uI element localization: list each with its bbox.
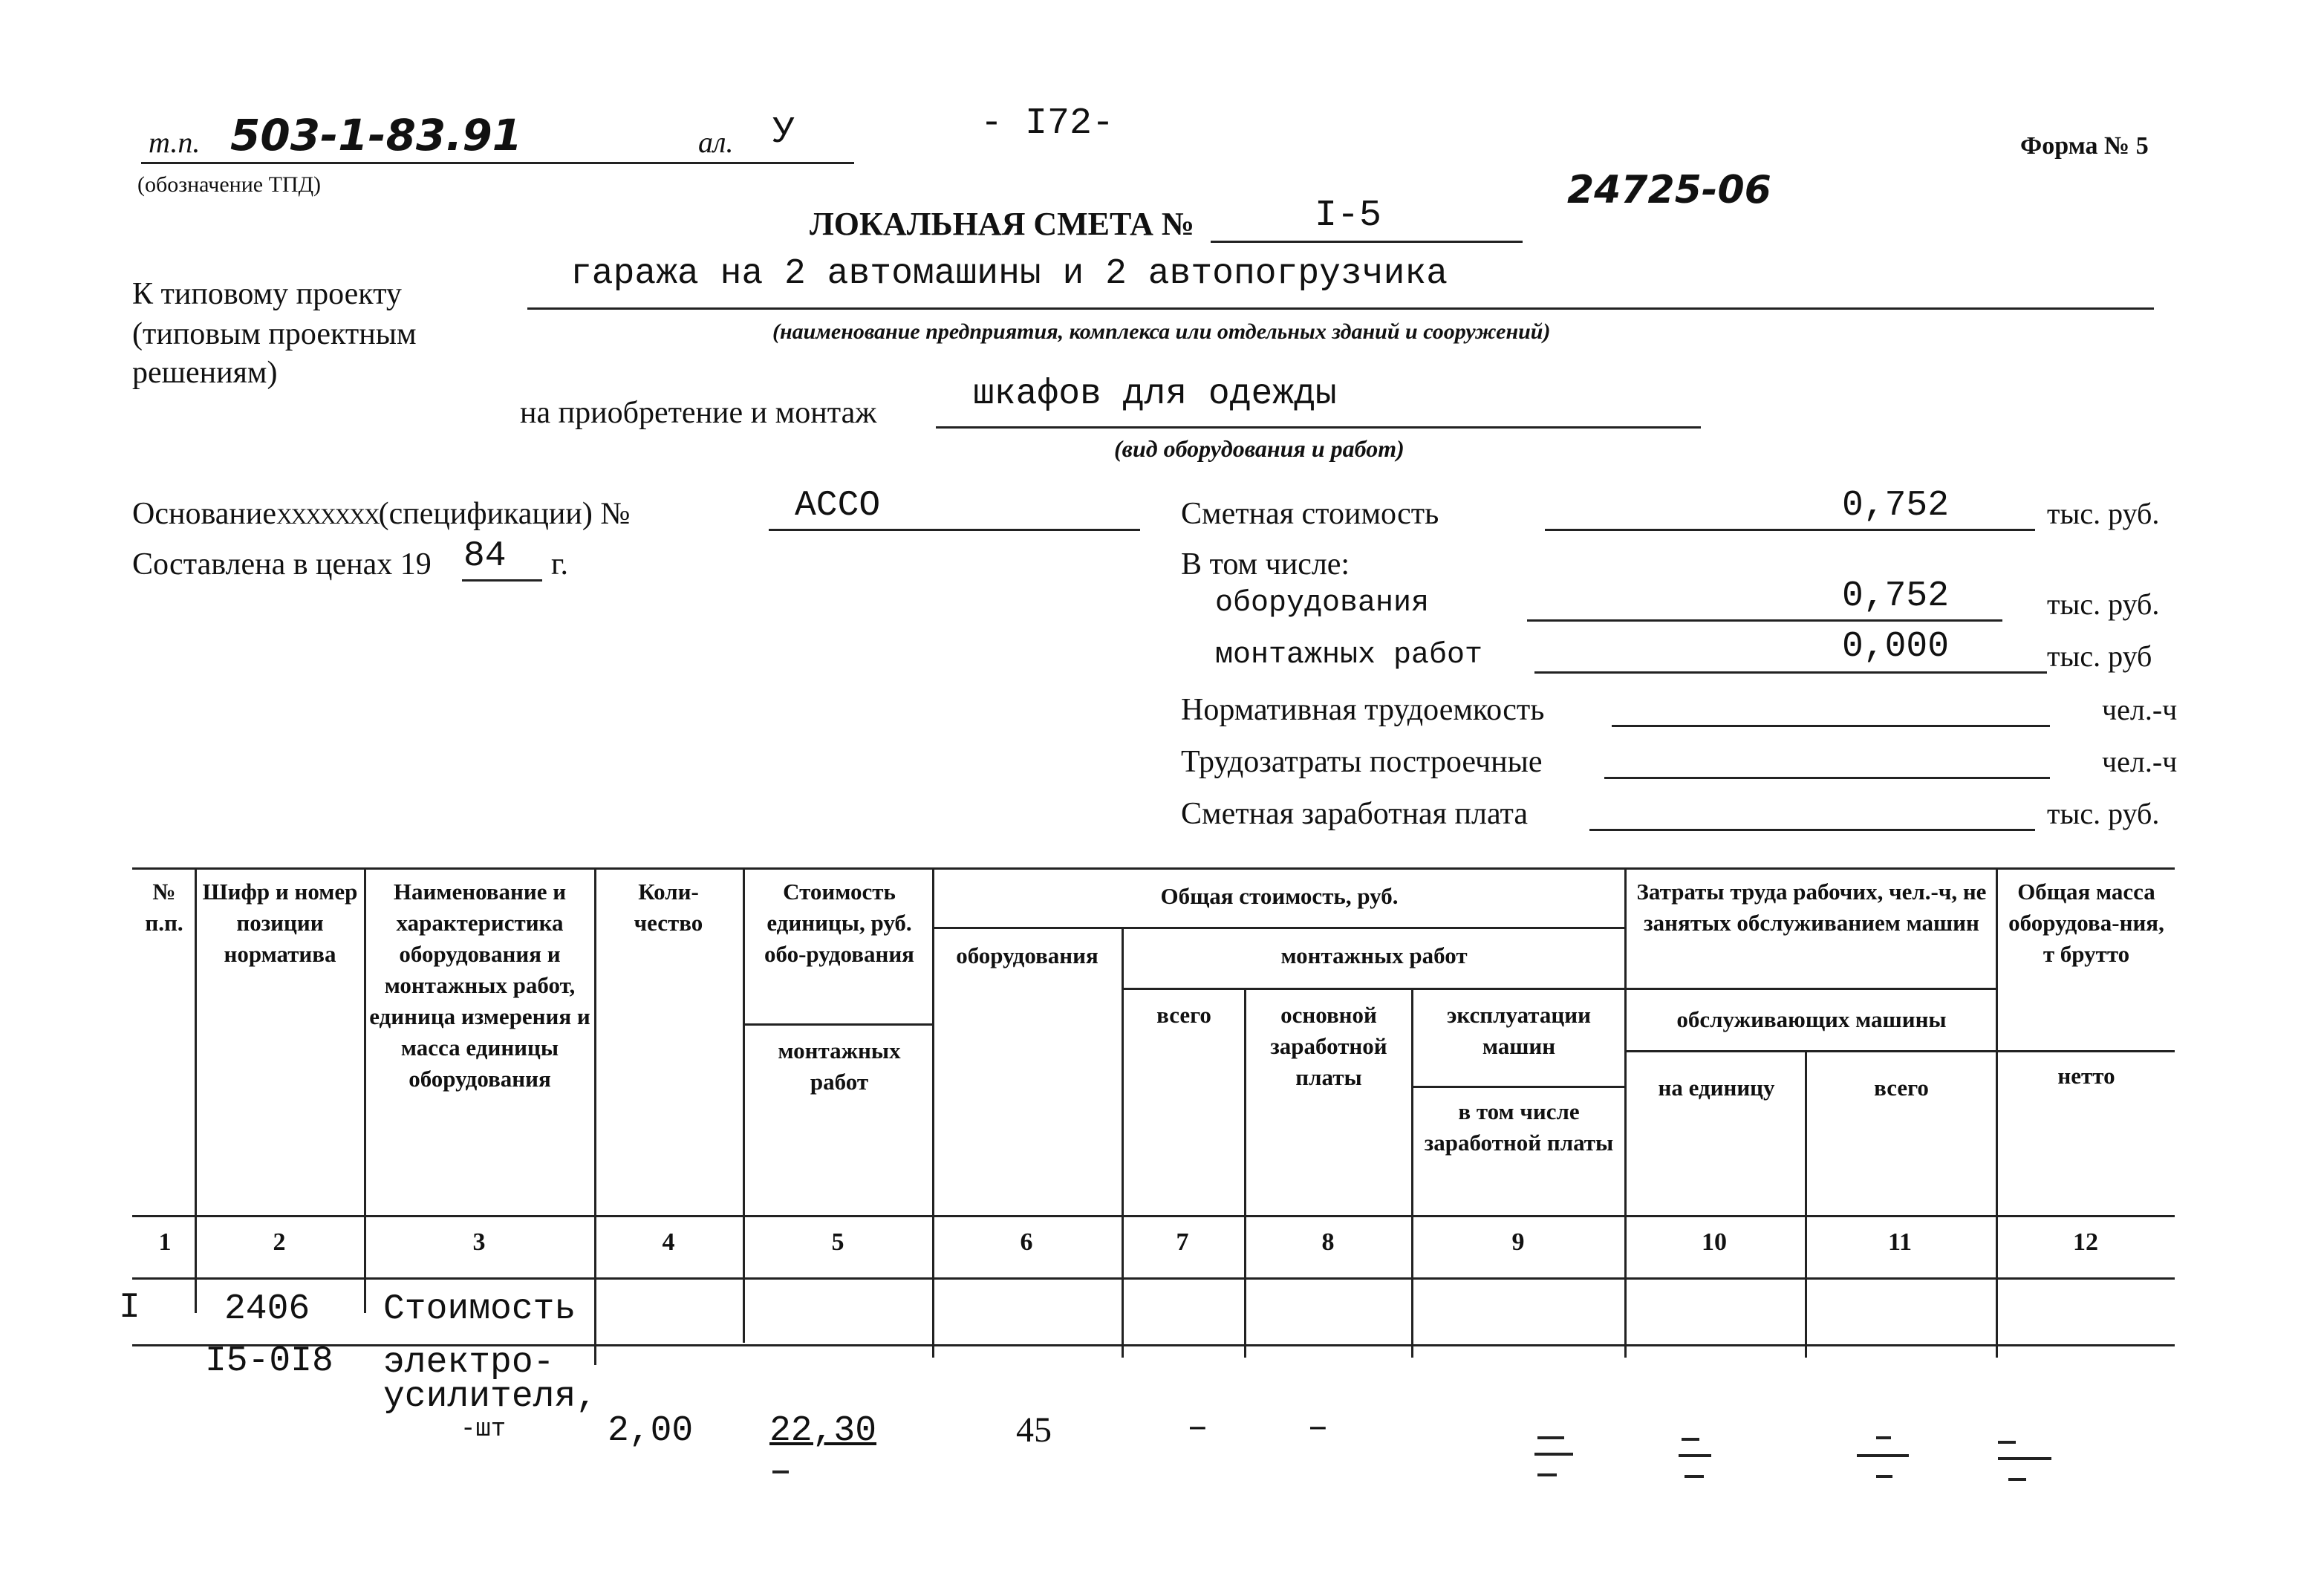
to-project-label-3: решениям): [132, 356, 278, 390]
equipment-cost-label: оборудования: [1215, 587, 1430, 620]
header-labor-sub: обслуживающих машины: [1676, 1006, 1947, 1032]
header-total-cost: Общая стоимость, руб.: [1160, 883, 1399, 909]
column-number: 3: [472, 1228, 486, 1256]
equipment-caption: (вид оборудования и работ): [1114, 435, 1404, 462]
al-prefix: ал.: [698, 126, 734, 159]
including-label: В том числе:: [1181, 547, 1350, 582]
basis-label-text-2: (спецификации) №: [378, 497, 631, 531]
row-c9-dash-2: [1534, 1453, 1573, 1456]
row-equipment-total: 45: [1016, 1410, 1052, 1450]
equipment-name: шкафов для одежды: [973, 374, 1337, 414]
table-hline-labor: [1624, 988, 1996, 990]
estimate-number: I-5: [1315, 195, 1382, 237]
column-number: 5: [831, 1228, 844, 1256]
labor-label: Нормативная трудоемкость: [1181, 693, 1545, 727]
row-name-2: электро-: [383, 1343, 555, 1383]
object-caption: (наименование предприятия, комплекса или отдельных зданий и сооружений): [772, 319, 1551, 344]
row-installation-total: –: [1187, 1408, 1208, 1448]
row-c9-dash-3: [1537, 1473, 1557, 1476]
header-c2: Шифр и номер позиции норматива: [202, 879, 358, 967]
prices-year: 84: [463, 536, 507, 576]
header-c4: Коли-чество: [634, 879, 703, 936]
table-hline-labor-sub: [1624, 1050, 1996, 1052]
header-c7: всего: [1156, 1002, 1211, 1028]
onsite-unit: чел.-ч: [2102, 745, 2178, 778]
row-c12-dash-2: [1998, 1457, 2051, 1460]
row-c12-dash-1: [1998, 1441, 2016, 1444]
row-c11-dash-3: [1876, 1475, 1892, 1478]
total-cost-unit: тыс. руб.: [2047, 497, 2160, 530]
row-unit-cost: 22,30: [769, 1411, 877, 1451]
equipment-cost-unit: тыс. руб.: [2047, 587, 2160, 621]
header-c12-bottom: нетто: [2057, 1063, 2115, 1089]
prices-label: Составлена в ценах 19: [132, 547, 432, 582]
column-number: 9: [1511, 1228, 1525, 1256]
tp-underline: [141, 162, 854, 164]
table-top-border: [132, 867, 2175, 870]
header-c9-bottom: в том числе заработной платы: [1424, 1098, 1614, 1156]
basis-struck: ХХХХХХХ: [276, 504, 379, 529]
equipment-cost-underline: [1527, 619, 2002, 622]
labor-unit: чел.-ч: [2102, 693, 2178, 726]
equipment-underline: [936, 426, 1701, 429]
header-c11: всего: [1874, 1075, 1929, 1101]
column-number: 1: [158, 1228, 172, 1256]
row-c10-dash-1: [1682, 1438, 1699, 1441]
column-number: 2: [273, 1228, 286, 1256]
row-unit-cost-dash: [772, 1470, 789, 1473]
installation-cost-unit: тыс. руб: [2047, 639, 2152, 673]
installation-cost-underline: [1534, 671, 2047, 674]
column-number: 6: [1020, 1228, 1033, 1256]
column-number: 12: [2073, 1228, 2098, 1256]
table-hline-c5: [743, 1023, 932, 1026]
table-vline-4: [743, 867, 745, 1343]
table-vline-8: [1411, 988, 1413, 1358]
table-vline-6: [1122, 927, 1124, 1358]
header-c6: оборудования: [956, 942, 1098, 968]
table-vline-9: [1624, 867, 1627, 1358]
tp-prefix: т.п.: [149, 126, 201, 159]
row-basic-wage: –: [1307, 1408, 1329, 1448]
estimate-title: ЛОКАЛЬНАЯ СМЕТА №: [810, 206, 1195, 242]
table-hline-cost: [932, 927, 1624, 929]
header-c12-top: Общая масса оборудова-ния, т брутто: [2008, 879, 2164, 967]
row-unit: -шт: [460, 1416, 507, 1444]
row-name-3: усилителя,: [383, 1377, 598, 1417]
row-c10-dash-3: [1685, 1475, 1704, 1478]
tp-number: 503-1-83.91: [230, 110, 523, 160]
header-c9-top: эксплуатации машин: [1447, 1002, 1591, 1059]
header-c1: № п.п.: [145, 879, 183, 936]
table-vline-10: [1805, 1050, 1807, 1358]
table-hline-header-bottom: [132, 1215, 2175, 1217]
table-vline-2: [364, 867, 366, 1313]
column-number: 11: [1887, 1228, 1913, 1256]
column-number: 7: [1176, 1228, 1189, 1256]
header-c5-bottom: монтажных работ: [778, 1038, 901, 1095]
row-c11-dash-2: [1857, 1454, 1909, 1457]
header-c8: основной заработной платы: [1270, 1002, 1387, 1090]
row-c10-dash-2: [1679, 1454, 1711, 1457]
equipment-cost-value: 0,752: [1842, 576, 1950, 616]
row-name-1: Стоимость: [383, 1289, 576, 1329]
prices-year-underline: [462, 579, 542, 582]
estimate-number-underline: [1211, 241, 1523, 243]
to-project-label: К типовому проекту: [132, 277, 402, 311]
designation-label: (обозначение ТПД): [137, 172, 322, 197]
object-name: гаража на 2 автомашины и 2 автопогрузчика: [570, 254, 1448, 294]
page-number: - I72-: [980, 102, 1115, 145]
table-vline-7: [1244, 988, 1246, 1358]
table-hline-c12: [1998, 1050, 2175, 1052]
row-c12-dash-3: [2008, 1478, 2026, 1481]
table-vline-11: [1996, 867, 1998, 1358]
row-number: I: [119, 1288, 140, 1328]
row-quantity: 2,00: [608, 1411, 694, 1451]
row-code-2: I5-0I8: [205, 1341, 333, 1381]
wage-label: Сметная заработная плата: [1181, 797, 1529, 831]
header-c10: на единицу: [1658, 1075, 1775, 1101]
purchase-label: на приобретение и монтаж: [520, 396, 877, 430]
header-c5-top: Стоимость единицы, руб. обо-рудования: [764, 879, 914, 967]
table-hline-numbers-bottom: [132, 1277, 2175, 1280]
column-number: 10: [1702, 1228, 1727, 1256]
total-cost-label: Сметная стоимость: [1181, 497, 1439, 531]
row-c11-dash-1: [1876, 1436, 1891, 1439]
column-number: 4: [662, 1228, 675, 1256]
header-c3: Наименование и характеристика оборудования и монтажных работ, единица измерения и масса единицы оборудования: [369, 879, 590, 1092]
column-number: 8: [1321, 1228, 1335, 1256]
header-installation: монтажных работ: [1280, 942, 1468, 968]
handwritten-code: 24725-06: [1567, 168, 1771, 212]
basis-underline: [769, 529, 1140, 531]
table-vline-3: [594, 867, 596, 1365]
header-labor: Затраты труда рабочих, чел.-ч, не занятых обслуживанием машин: [1636, 879, 1987, 936]
onsite-underline: [1604, 777, 2050, 779]
form-label: Форма № 5: [2020, 132, 2149, 160]
al-value: У: [772, 111, 795, 154]
row-c9-dash-1: [1537, 1436, 1564, 1439]
table-hline-c9: [1411, 1086, 1624, 1088]
total-cost-underline: [1545, 529, 2035, 531]
labor-underline: [1612, 725, 2050, 727]
wage-unit: тыс. руб.: [2047, 797, 2160, 830]
prices-suffix: г.: [551, 547, 568, 582]
onsite-label: Трудозатраты построечные: [1181, 745, 1543, 779]
installation-cost-label: монтажных работ: [1215, 639, 1483, 672]
installation-cost-value: 0,000: [1842, 627, 1950, 667]
basis-label-text: Основание: [132, 497, 276, 531]
table-hline-installation: [1122, 988, 1624, 990]
to-project-label-2: (типовым проектным: [132, 317, 417, 351]
wage-underline: [1589, 829, 2035, 831]
total-cost-value: 0,752: [1842, 486, 1950, 526]
basis-label: [132, 496, 630, 532]
row-code-1: 2406: [224, 1289, 310, 1329]
basis-value: АССО: [795, 486, 881, 526]
object-underline: [527, 307, 2154, 310]
